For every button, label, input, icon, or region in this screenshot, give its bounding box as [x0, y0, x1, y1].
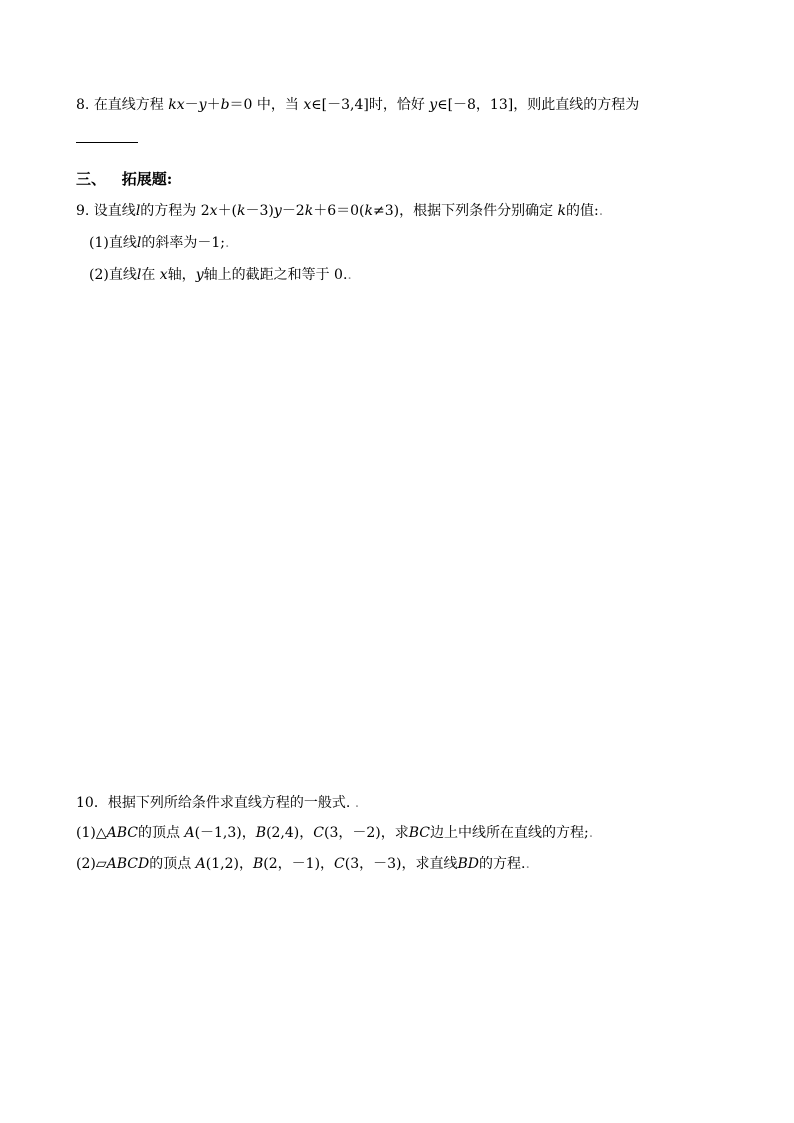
math-var: y [198, 97, 207, 113]
math-op: －2 [281, 203, 305, 219]
math-var: A [195, 856, 206, 872]
math-var: BC [408, 825, 430, 841]
question-text: (1,2)， [205, 856, 253, 872]
question-text: ∈[－8，13]，则此直线的方程为 [437, 97, 640, 113]
question-text: 9. 设直线 [76, 203, 136, 219]
question-text: ≠3)，根据下列条件分别确定 [372, 203, 554, 219]
question-text: 在 [141, 267, 156, 283]
question-8 [76, 95, 639, 115]
math-var: k [364, 203, 373, 219]
math-var: C [313, 825, 324, 841]
section-number: 三、 [76, 170, 107, 188]
question-text: 轴上的截距之和等于 0. [203, 267, 348, 283]
question-text: (2,4)， [266, 825, 314, 841]
math-var: y [273, 203, 282, 219]
question-10 [76, 793, 359, 813]
question-text: 的斜率为－1; [141, 235, 225, 251]
question-9 [76, 201, 603, 221]
question-text: ＝0 中，当 [229, 97, 299, 113]
question-text: (3，－3)，求直线 [344, 856, 458, 872]
question-text: (3，－2)，求 [323, 825, 409, 841]
math-var: k [557, 203, 567, 219]
question-9-part-2 [89, 265, 352, 285]
paragraph-mark: . [224, 235, 230, 251]
section-heading [76, 169, 172, 189]
math-var: B [255, 825, 267, 841]
math-var: B [253, 856, 264, 872]
question-text: 的方程. [479, 856, 526, 872]
question-text: (1)△ [76, 825, 107, 841]
question-text: (2)直线 [89, 267, 137, 283]
math-var: b [220, 97, 230, 113]
question-text: 的顶点 [149, 856, 192, 872]
math-var: y [429, 97, 438, 113]
section-title: 拓展题: [121, 170, 173, 188]
question-text: ∈[－3,4]时，恰好 [311, 97, 425, 113]
question-text: 在直线方程 [93, 97, 164, 113]
question-10-part-2 [76, 854, 530, 874]
math-var: x [303, 97, 312, 113]
question-text: 的方程为 2 [140, 203, 210, 219]
math-var: y [195, 267, 204, 283]
math-op: ＋6＝0( [313, 203, 365, 219]
math-var: ABC [106, 825, 138, 841]
question-text: (1)直线 [89, 235, 137, 251]
paragraph-mark: . [525, 856, 530, 872]
math-var: A [184, 825, 195, 841]
question-text: (2)▱ [76, 856, 107, 872]
math-var: k [237, 203, 246, 219]
paragraph-mark: . [354, 795, 360, 811]
paragraph-mark: . [588, 825, 594, 841]
math-var: x [159, 267, 168, 283]
question-number: 8. [76, 97, 90, 113]
question-9-part-1 [89, 233, 229, 253]
question-text: 10．根据下列所给条件求直线方程的一般式. [76, 795, 351, 811]
math-var: x [209, 203, 218, 219]
question-text: (－1,3)， [194, 825, 256, 841]
question-text: 边上中线所在直线的方程; [430, 825, 589, 841]
question-10-part-1 [76, 823, 593, 843]
math-op: ＋( [217, 203, 238, 219]
math-op: － [184, 97, 199, 113]
math-var: C [334, 856, 345, 872]
math-var: l [135, 203, 141, 219]
math-var: BD [457, 856, 480, 872]
question-text: 轴， [167, 267, 196, 283]
math-var: k [304, 203, 314, 219]
answer-blank [76, 142, 138, 143]
math-op: ＋ [206, 97, 221, 113]
question-text: (2，－1)， [263, 856, 335, 872]
math-var: kx [168, 97, 185, 113]
paragraph-mark: . [598, 203, 604, 219]
math-op: －3) [245, 203, 274, 219]
question-text: 的值: [566, 203, 599, 219]
question-text: 的顶点 [137, 825, 180, 841]
math-var: l [136, 235, 142, 251]
paragraph-mark: . [347, 267, 352, 283]
math-var: l [136, 267, 142, 283]
math-var: ABCD [106, 856, 150, 872]
